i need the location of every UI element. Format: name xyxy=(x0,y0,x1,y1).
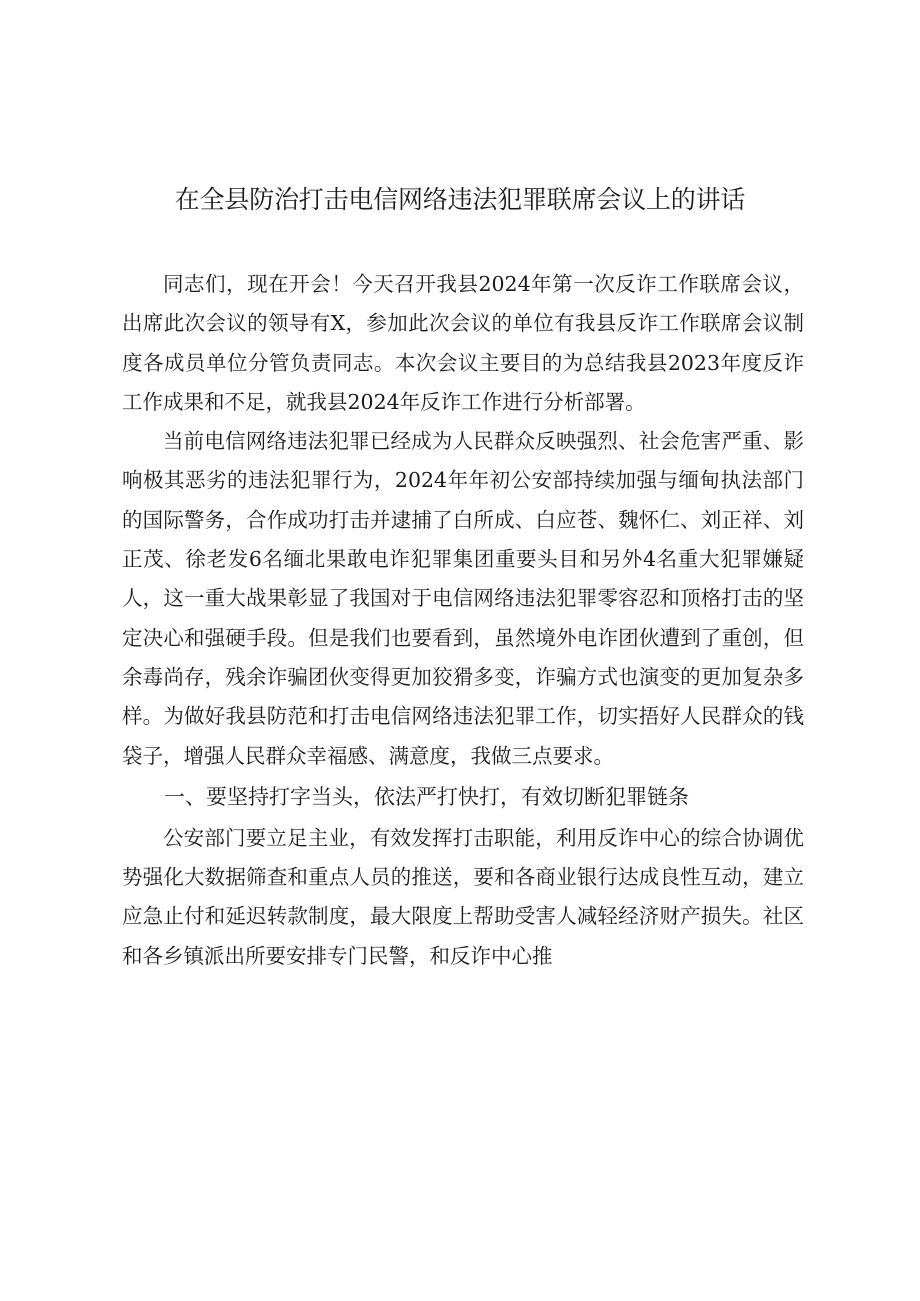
document-title: 在全县防治打击电信网络违法犯罪联席会议上的讲话 xyxy=(174,185,746,214)
section-heading-1: 一、要坚持打字当头，依法严打快打，有效切断犯罪链条 xyxy=(164,784,689,809)
paragraph-opening: 同志们，现在开会！今天召开我县2024年第一次反诈工作联席会议，出席此次会议的领导有X，参加此次会议的单位有我县反诈工作联席会议制度各成员单位分管负责同志。本次会议主要目的为总结我县2023年度反诈工作成果和不足，就我县2024年反诈工作进行分析部署。 xyxy=(122,272,804,414)
document-body xyxy=(122,265,804,976)
paragraph-section-1: 公安部门要立足主业，有效发挥打击职能，利用反诈中心的综合协调优势强化大数据筛查和重点人员的推送，要和各商业银行达成良性互动，建立应急止付和延迟转款制度，最大限度上帮助受害人减轻经济财产损失。社区和各乡镇派出所要安排专门民警，和反诈中心推 xyxy=(122,825,804,968)
paragraph-situation: 当前电信网络违法犯罪已经成为人民群众反映强烈、社会危害严重、影响极其恶劣的违法犯罪行为，2024年年初公安部持续加强与缅甸执法部门的国际警务，合作成功打击并逮捕了白所成、白应苍、魏怀仁、刘正祥、刘正茂、徐老发6名缅北果敢电诈犯罪集团重要头目和另外4名重大犯罪嫌疑人，这一重大战果彰显了我国对于电信网络违法犯罪零容忍和顶格打击的坚定决心和强硬手段。但是我们也要看到，虽然境外电诈团伙遭到了重创，但余毒尚存，残余诈骗团伙变得更加狡猾多变，诈骗方式也演变的更加复杂多样。为做好我县防范和打击电信网络违法犯罪工作，切实捂好人民群众的钱袋子，增强人民群众幸福感、满意度，我做三点要求。 xyxy=(122,429,804,768)
